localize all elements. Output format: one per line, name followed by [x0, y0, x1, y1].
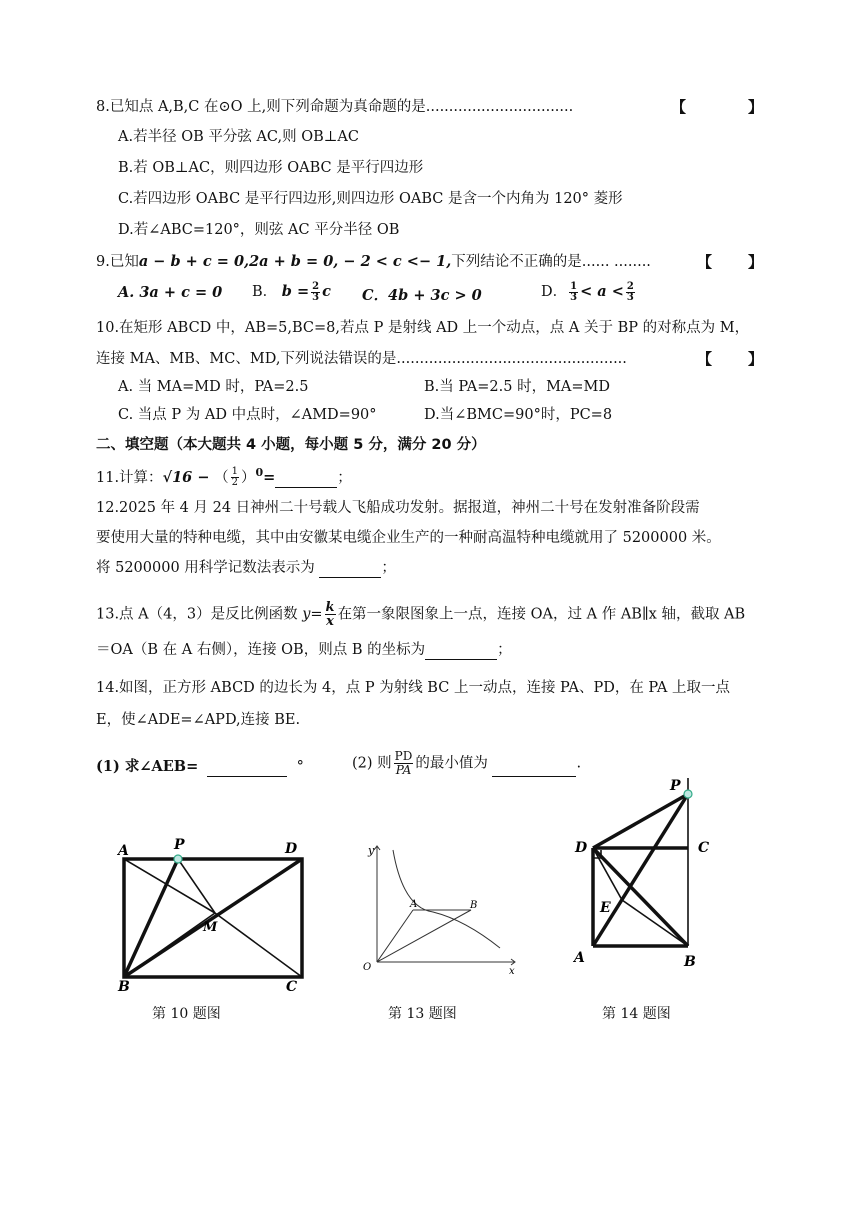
label-a: A	[118, 843, 129, 859]
q10-option-d: D.当∠BMC=90°时，PC=8	[424, 407, 613, 423]
q9-prefix: 9.已知	[96, 254, 139, 270]
label-x: x	[509, 966, 515, 977]
q8-answer-bracket-close: 】	[748, 98, 764, 116]
label-c: C	[698, 840, 710, 856]
segment-eb	[622, 900, 688, 946]
label-c: C	[286, 979, 298, 995]
q8-answer-bracket-open: 【	[671, 98, 687, 116]
point-p-marker	[174, 855, 182, 863]
q14-part2-blank[interactable]	[492, 776, 576, 777]
q10-stem-line1: 10.在矩形 ABCD 中，AB=5,BC=8,若点 P 是射线 AD 上一个动点，点 A 关于 BP 的对称点为 M，	[96, 320, 750, 336]
point-p-marker	[684, 790, 692, 798]
q10-option-a: A. 当 MA=MD 时，PA=2.5	[118, 379, 309, 395]
figure-10-caption: 第 10 题图	[152, 1006, 221, 1022]
q8-stem: 8.已知点 A,B,C 在⊙O 上,则下列命题为真命题的是................................	[96, 99, 574, 115]
q8-option-a: A.若半径 OB 平分弦 AC,则 OB⊥AC	[118, 129, 359, 145]
q9-answer-bracket-open: 【	[697, 253, 713, 271]
q12-line1: 12.2025 年 4 月 24 日神州二十号载人飞船成功发射。据报道，神州二十号在发射准备阶段需	[96, 500, 700, 516]
q9-option-a: A. 3a + c = 0	[118, 284, 223, 301]
q14-line1: 14.如图，正方形 ABCD 的边长为 4，点 P 为射线 BC 上一动点，连接 PA、PD，在 PA 上取一点	[96, 680, 730, 696]
segment-oa	[377, 910, 413, 962]
q9-option-c: C．4b + 3c > 0	[362, 287, 482, 304]
q9-answer-bracket-close: 】	[748, 253, 764, 271]
segment-ob	[377, 910, 471, 962]
label-d: D	[575, 840, 588, 856]
label-a: A	[574, 950, 585, 966]
q9-option-b: B． b = $\frac{2}{3}$ c	[252, 280, 331, 303]
segment-db	[593, 848, 688, 946]
q10-answer-bracket-open: 【	[697, 350, 713, 368]
q8-option-b: B.若 OB⊥AC，则四边形 OABC 是平行四边形	[118, 160, 424, 176]
label-e: E	[600, 900, 611, 916]
segment-mc	[215, 913, 302, 977]
q13-answer-blank[interactable]	[425, 659, 497, 660]
label-d: D	[285, 841, 298, 857]
label-p: P	[670, 778, 681, 794]
figure-14-caption: 第 14 题图	[602, 1006, 671, 1022]
q8-option-c: C.若四边形 OABC 是平行四边形,则四边形 OABC 是含一个内角为 120° 菱形	[118, 191, 623, 207]
q13-line1: 13.点 A（4，3）是反比例函数 y= $\frac{k}{x}$ 在第一象限图象上一点，连接 OA，过 A 作 AB∥x 轴，截取 AB	[96, 600, 746, 629]
q14-line2: E，使∠ADE=∠APD,连接 BE.	[96, 712, 301, 728]
q10-stem-line2: 连接 MA、MB、MC、MD,下列说法错误的是..................................................	[96, 351, 627, 367]
q9-stem	[96, 252, 651, 272]
label-m: M	[203, 920, 218, 935]
figure-14	[568, 770, 718, 980]
q10-answer-bracket-close: 】	[748, 350, 764, 368]
segment-ap	[593, 794, 688, 946]
q14-part1-blank[interactable]	[207, 776, 287, 777]
figure-10	[110, 835, 315, 995]
segment-dp	[593, 794, 688, 848]
q9-condition: a − b + c = 0,2a + b = 0, − 2 < c <− 1,	[138, 253, 452, 270]
q8-option-d: D.若∠ABC=120°，则弦 AC 平分半径 OB	[118, 222, 400, 238]
q10-option-c: C. 当点 P 为 AD 中点时，∠AMD=90°	[118, 407, 377, 423]
label-p: P	[174, 837, 185, 853]
q12-answer-blank[interactable]	[319, 577, 381, 578]
label-o: O	[363, 962, 372, 973]
q14-part2: (2) 则 $\frac{PD}{PA}$ 的最小值为 .	[352, 749, 582, 777]
label-b: B	[470, 900, 478, 911]
q9-suffix: 下列结论不正确的是...... ........	[451, 254, 651, 270]
q10-option-b: B.当 PA=2.5 时，MA=MD	[424, 379, 611, 395]
segment-pm	[178, 859, 215, 913]
figure-13-caption: 第 13 题图	[388, 1006, 457, 1022]
figure-13	[355, 840, 525, 980]
q9-option-d: D． $\frac{1}{3}$ < a < $\frac{2}{3}$	[541, 280, 634, 303]
q13-line2: ＝OA（B 在 A 右侧），连接 OB，则点 B 的坐标为 ；	[96, 642, 512, 658]
label-b: B	[118, 979, 130, 995]
q12-line2: 要使用大量的特种电缆，其中由安徽某电缆企业生产的一种耐高温特种电缆就用了 5200000 米。	[96, 530, 721, 546]
segment-am	[124, 859, 215, 913]
label-a: A	[410, 899, 418, 910]
label-y: y	[368, 844, 375, 857]
q11-answer-blank[interactable]	[275, 487, 337, 488]
q12-line3: 将 5200000 用科学记数法表示为 ；	[96, 560, 396, 576]
section-heading-fill-in: 二、填空题（本大题共 4 小题，每小题 5 分，满分 20 分）	[96, 437, 486, 453]
q14-part1: (1) 求∠AEB= °	[96, 758, 304, 775]
q11: 11.计算：√16 − （ $\frac{1}{2}$ ）$^0$= ；	[96, 466, 352, 489]
label-b: B	[684, 954, 696, 970]
